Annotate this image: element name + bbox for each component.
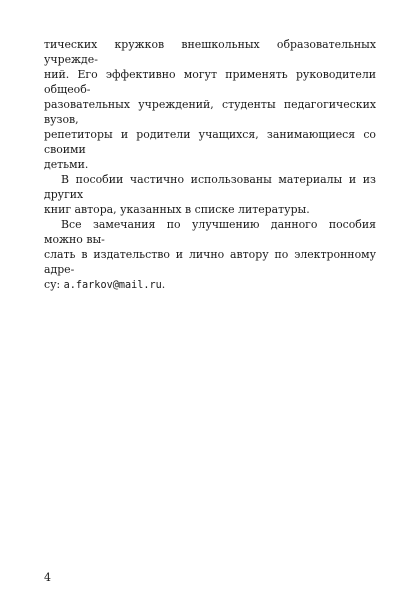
line: репетиторы и родители учащихся, занимающиеся со своими — [44, 128, 376, 156]
body-text — [44, 37, 376, 293]
line: ний. Его эффективно могут применять руководители общеоб- — [44, 68, 376, 96]
line: су: — [44, 278, 64, 291]
line: слать в издательство и лично автору по электронному адре- — [44, 248, 376, 276]
paragraph-feedback — [44, 217, 376, 293]
email-address: a.farkov@mail.ru — [63, 280, 162, 291]
page-number: 4 — [44, 571, 51, 584]
line: книг автора, указанных в списке литературы. — [44, 203, 310, 216]
line: детьми. — [44, 158, 89, 171]
sentence-end: . — [161, 278, 166, 291]
line: Все замечания по улучшению данного пособия можно вы- — [44, 218, 376, 246]
paragraph-continued — [44, 37, 376, 172]
paragraph-materials — [44, 172, 376, 217]
line: В пособии частично использованы материалы и из других — [44, 173, 376, 201]
line: тических кружков внешкольных образовательных учрежде- — [44, 38, 376, 66]
line: разовательных учреждений, студенты педагогических вузов, — [44, 98, 376, 126]
